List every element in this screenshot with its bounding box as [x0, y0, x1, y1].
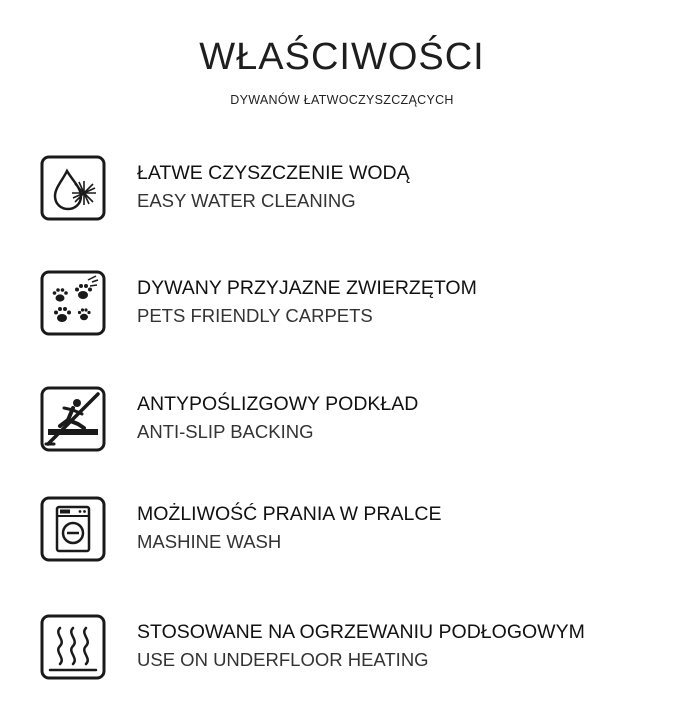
feature-underfloor-heating	[40, 614, 660, 680]
page-title: WŁAŚCIWOŚCI	[199, 36, 485, 78]
feature-title-pl: ŁATWE CZYSZCZENIE WODĄ	[137, 162, 410, 184]
feature-title-en: ANTI-SLIP BACKING	[137, 421, 314, 442]
feature-title-pl: ANTYPOŚLIZGOWY PODKŁAD	[137, 393, 419, 415]
feature-title-en: PETS FRIENDLY CARPETS	[137, 305, 373, 326]
feature-pets-friendly	[40, 270, 660, 336]
feature-title-en: EASY WATER CLEANING	[137, 190, 356, 211]
feature-machine-wash	[40, 496, 660, 562]
anti-slip-icon	[40, 386, 106, 452]
feature-water-cleaning	[40, 155, 660, 221]
washing-machine-icon	[40, 496, 106, 562]
feature-title-pl: MOŻLIWOŚĆ PRANIA W PRALCE	[137, 503, 442, 525]
feature-title-pl: STOSOWANE NA OGRZEWANIU PODŁOGOWYM	[137, 621, 585, 643]
underfloor-heating-icon	[40, 614, 106, 680]
page-subtitle: DYWANÓW ŁATWOCZYSZCZĄCYCH	[230, 93, 454, 107]
feature-title-en: MASHINE WASH	[137, 531, 282, 552]
feature-anti-slip	[40, 386, 660, 452]
water-drop-cleaning-icon	[40, 155, 106, 221]
paw-prints-icon	[40, 270, 106, 336]
feature-title-en: USE ON UNDERFLOOR HEATING	[137, 649, 429, 670]
feature-title-pl: DYWANY PRZYJAZNE ZWIERZĘTOM	[137, 277, 477, 299]
